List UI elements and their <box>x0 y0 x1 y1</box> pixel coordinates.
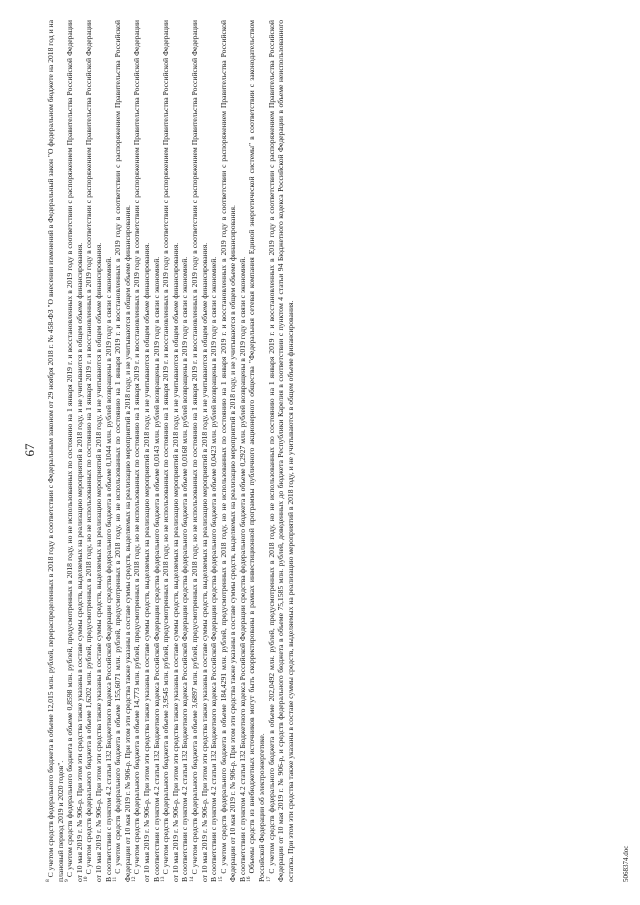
footnote <box>190 20 209 882</box>
footnote-text: В соответствии с пунктом 4.2 статьи 132 Бюджетного кодекса Российской Федерации средства федерального бюджета в объеме 0,0143 млн. рублей возвращены в 2019 году в связи с экономией. <box>151 256 161 882</box>
footnote <box>46 20 65 882</box>
footnote-marker: 12 <box>131 876 138 882</box>
footnote-text: С учетом средств федерального бюджета в объеме 3,6897 млн. рублей, предусмотренных в 2018 году, но не использованных по состоянию на 1 января 2019 г. и восстановленных в 2019 году в соответствии с распоряжением Правительства Российской Федерации от 10 мая 2019 г. № 906-р. При этом эти средства также указаны в составе суммы средств, выделяемых на реализацию мероприятий в 2018 году, и не учитываются в общем объеме финансирования. <box>189 20 209 882</box>
footnote <box>180 20 190 882</box>
footnote-text: В соответствии с пунктом 4.2 статьи 132 Бюджетного кодекса Российской Федерации средства федерального бюджета в объеме 0,0423 млн. рублей возвращены в 2019 году в связи с экономией. <box>209 256 219 882</box>
footnote <box>152 20 162 882</box>
footnote <box>209 20 219 882</box>
footnote-text: С учетом средств федерального бюджета в объеме 184,4291 млн. рублей, предусмотренных в 2018 году, но не использованных по состоянию на 1 января 2019 г. и восстановленных в 2019 году в соответствии с распоряжением Правительства Российской Федерации от 10 мая 2019 г. № 906-р. При этом эти средства также указаны в составе суммы средств, выделяемых на реализацию мероприятий в 2018 году, и не учитываются в общем объеме финансирования. <box>218 20 238 882</box>
footnote-marker: 8 <box>45 879 51 882</box>
footnote-marker: 9 <box>64 879 71 882</box>
footnote <box>104 20 114 882</box>
footnote <box>84 20 103 882</box>
page-number: 67 <box>22 443 37 457</box>
footnote-marker: 14 <box>188 876 195 882</box>
footnote-marker: 16 <box>246 876 253 882</box>
footnote <box>161 20 180 882</box>
footnote-text: В соответствии с пунктом 4.2 статьи 132 Бюджетного кодекса Российской Федерации средства федерального бюджета в объеме 0,0168 млн. рублей возвращены в 2019 году в связи с экономией. <box>180 256 190 882</box>
footnote-text: В соответствии с пунктом 4.2 статьи 132 Бюджетного кодекса Российской Федерации средства федерального бюджета в объеме 0,1044 млн. рублей возвращены в 2019 году в связи с экономией. <box>103 256 113 882</box>
footnotes <box>46 20 295 882</box>
footnote-text: С учетом средств федерального бюджета в объеме 14,773 млн. рублей, предусмотренных в 2018 году, но не использованных по состоянию на 1 января 2019 г. и восстановленных в 2019 году в соответствии с распоряжением Правительства Российской Федерации от 10 мая 2019 г. № 906-р. При этом эти средства также указаны в составе суммы средств, выделяемых на реализацию мероприятий в 2018 году, и не учитываются в общем объеме финансирования. <box>132 20 151 882</box>
footnote-text: С учетом средств федерального бюджета в объеме 202,0492 млн. рублей, предусмотренных в 2018 году, но не использованных по состоянию на 1 января 2019 г. и восстановленных в 2019 году в соответствии с распоряжением Правительства Российской Федерации от 10 мая 2019 г. № 906-р, и средств федерального бюджета в объеме 75,1585 млн. рублей, доведенных до бюджета Республики Карелия в соответствии с пунктом 4 статьи 94 Бюджетного кодекса Российской Федерации в объеме неиспользованного остатка. При этом эти средства также указаны в составе суммы средств, выделяемых на реализацию мероприятий в 2018 году, и не учитываются в общем объеме финансирования. <box>266 20 295 882</box>
footnote-marker: 17 <box>265 876 272 882</box>
footnote <box>267 20 296 882</box>
footnote <box>219 20 238 882</box>
footnote-text: С учетом средств федерального бюджета в объеме 3,9545 млн. рублей, предусмотренных в 2018 году, но не использованных по состоянию на 1 января 2019 г. и восстановленных в 2019 году в соответствии с распоряжением Правительства Российской Федерации от 10 мая 2019 г. № 906-р. При этом эти средства также указаны в составе суммы средств, выделяемых на реализацию мероприятий в 2018 году, и не учитываются в общем объеме финансирования. <box>161 20 180 882</box>
footnote <box>65 20 84 882</box>
footnote <box>113 20 132 882</box>
footnote-text: С учетом средств федерального бюджета в объеме 0,8598 млн. рублей, предусмотренных в 2018 году, но не использованных по состоянию на 1 января 2019 г. и восстановленных в 2019 году в соответствии с распоряжением Правительства Российской Федерации от 10 мая 2019 г. № 906-р. При этом эти средства также указаны в составе суммы средств, выделяемых на реализацию мероприятий в 2018 году, и не учитываются в общем объеме финансирования. <box>65 20 84 882</box>
footnote-marker: 13 <box>160 876 167 882</box>
document-filename: 5068374.doc <box>622 845 630 882</box>
footnote-marker: 15 <box>217 876 224 882</box>
footnote-marker: 10 <box>83 876 90 882</box>
footnote-text: В соответствии с пунктом 4.2 статьи 132 Бюджетного кодекса Российской Федерации средства федерального бюджета в объеме 0,2927 млн. рублей возвращены в 2019 году в связи с экономией. <box>237 256 247 882</box>
footnote-marker: 11 <box>112 876 119 882</box>
rotated-page <box>20 10 632 890</box>
footnote-text: С учетом средств федерального бюджета в объеме 12,015 млн. рублей, перераспределенных в 2018 году в соответствии с Федеральным законом от 29 ноября 2018 г. № 458-ФЗ "О внесении изменений в Федеральный закон "О федеральном бюджете на 2018 год и на плановый период 2019 и 2020 годов". <box>46 20 65 882</box>
footnote-text: Объемы средств из внебюджетных источников могут быть скорректированы в рамках инвестиционной программы публичного акционерного общества "Федеральная сетевая компания Единой энергетической системы" в соответствии с законодательством Российской Федерации об электроэнергетике. <box>247 20 267 882</box>
footnote-text: С учетом средств федерального бюджета в объеме 1,6202 млн. рублей, предусмотренных в 2018 году, но не использованных по состоянию на 1 января 2019 г. и восстановленных в 2019 году в соответствии с распоряжением Правительства Российской Федерации от 10 мая 2019 г. № 906-р. При этом эти средства также указаны в составе суммы средств, выделяемых на реализацию мероприятий в 2018 году, и не учитываются в общем объеме финансирования. <box>84 20 103 882</box>
footnote <box>132 20 151 882</box>
footnote <box>247 20 266 882</box>
footnote-text: С учетом средств федерального бюджета в объеме 155,6071 млн. рублей, предусмотренных в 2018 году, но не использованных по состоянию на 1 января 2019 г. и восстановленных в 2019 году в соответствии с распоряжением Правительства Российской Федерации от 10 мая 2019 г. № 906-р. При этом эти средства также указаны в составе суммы средств, выделяемых на реализацию мероприятий в 2018 году, и не учитываются в общем объеме финансирования. <box>113 20 132 882</box>
